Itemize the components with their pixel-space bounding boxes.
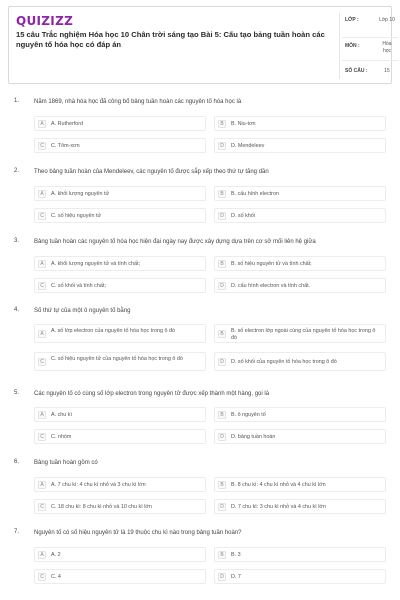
option-c[interactable] [34,352,206,371]
option-text: B. Niu-tơn [231,121,256,127]
option-text: A. chu kì [51,412,72,418]
option-letter: A [38,260,46,268]
question-number: 4. [14,307,20,313]
question-number: 5. [14,390,20,396]
question-text: Số thứ tự của một ô nguyên tố bằng [34,308,131,314]
option-text: C. số khối và tính chất; [51,283,106,289]
option-d[interactable] [214,499,386,514]
option-a[interactable] [34,186,206,201]
option-letter: C [38,433,46,441]
option-b[interactable] [214,407,386,422]
option-d[interactable] [214,429,386,444]
question-number: 2. [14,168,20,174]
option-text: D. bảng tuần hoàn [231,434,276,440]
option-text: B. 8 chu kì: 4 chu kì nhỏ và 4 chu kì lớn [231,482,326,488]
option-text: C. số hiệu nguyên tử của nguyên tố hóa học trong ô đó [51,356,183,362]
option-letter: D [218,282,226,290]
question-text: Nguyên tố có số hiệu nguyên tử là 19 thuộc chu kì nào trong bảng tuần hoàn? [34,530,242,536]
option-d[interactable] [214,352,386,371]
option-a[interactable] [34,324,206,343]
option-letter: C [38,282,46,290]
option-text: C. Tôm-xơn [51,143,80,149]
option-text: B. cấu hình electron [231,191,279,197]
option-text: A. số lớp electron của nguyên tố hóa học trong ô đó [51,328,176,334]
option-text: D. cấu hình electron và tính chất. [231,283,311,289]
option-text: C. 18 chu kì: 8 chu kì nhỏ và 10 chu kì lớn [51,504,152,510]
option-letter: C [38,503,46,511]
option-c[interactable] [34,569,206,584]
option-a[interactable] [34,547,206,562]
question-text: Theo bảng tuần hoàn của Mendeleev, các nguyên tố được sắp xếp theo thứ tự tăng dần [34,169,269,175]
option-letter: B [218,330,226,338]
count-label: SỐ CÂU : [345,68,368,74]
option-text: C. 4 [51,574,61,580]
option-text: B. số electron lớp ngoài cùng của nguyên tố hóa học trong ô đó [231,328,376,341]
option-letter: C [38,212,46,220]
option-d[interactable] [214,569,386,584]
subject-label: MÔN : [345,43,360,49]
option-text: A. 2 [51,552,61,558]
option-a[interactable] [34,407,206,422]
question-text: Năm 1869, nhà hóa học đã công bố bảng tuần hoàn các nguyên tố hóa học là [34,99,242,105]
option-letter: B [218,190,226,198]
option-text: D. số khối của nguyên tố hóa học trong ô đó [231,359,337,365]
option-text: A. khối lượng nguyên tử [51,191,110,197]
option-letter: B [218,481,226,489]
question-number: 7. [14,529,20,535]
option-a[interactable] [34,116,206,131]
question-number: 3. [14,238,20,244]
option-b[interactable] [214,186,386,201]
option-text: D. 7 chu kì: 3 chu kì nhỏ và 4 chu kì lớn [231,504,326,510]
meta-separator [342,37,398,38]
option-b[interactable] [214,547,386,562]
option-letter: A [38,411,46,419]
count-value: 15 [384,68,390,74]
option-c[interactable] [34,208,206,223]
option-b[interactable] [214,477,386,492]
option-letter: A [38,551,46,559]
option-d[interactable] [214,138,386,153]
option-letter: C [38,573,46,581]
option-b[interactable] [214,256,386,271]
option-text: D. số khối [231,213,255,219]
option-text: A. Rutherford [51,121,84,127]
option-letter: B [218,411,226,419]
option-text: B. 3 [231,552,241,558]
option-letter: C [38,142,46,150]
option-letter: A [38,330,46,338]
option-text: C. nhóm [51,434,72,440]
option-letter: C [38,358,46,366]
option-a[interactable] [34,477,206,492]
option-d[interactable] [214,278,386,293]
worksheet-title: 15 câu Trắc nghiệm Hóa học 10 Chân trời sáng tạo Bài 5: Cấu tạo bảng tuần hoàn các nguyên tố hóa học có đáp án [16,30,325,49]
option-b[interactable] [214,324,386,343]
option-letter: B [218,260,226,268]
option-letter: A [38,190,46,198]
option-a[interactable] [34,256,206,271]
meta-separator [342,60,398,61]
subject-value: Hóa học [382,41,392,54]
option-letter: D [218,212,226,220]
class-label: LỚP : [345,17,359,23]
option-letter: D [218,142,226,150]
worksheet-header [8,6,395,84]
option-letter: A [38,120,46,128]
option-text: B. ô nguyên tố [231,412,266,418]
option-letter: D [218,358,226,366]
question-text: Bảng tuần hoàn gồm có [34,460,98,466]
option-letter: D [218,503,226,511]
option-c[interactable] [34,499,206,514]
question-number: 6. [14,459,20,465]
option-text: A. khối lượng nguyên tử và tính chất; [51,261,140,267]
option-d[interactable] [214,208,386,223]
option-c[interactable] [34,278,206,293]
option-b[interactable] [214,116,386,131]
option-text: A. 7 chu kì: 4 chu kì nhỏ và 3 chu kì lớn [51,482,146,488]
option-c[interactable] [34,429,206,444]
quizizz-logo: QUIZIZZ [16,14,74,28]
option-text: B. số hiệu nguyên tử và tính chất; [231,261,312,267]
question-text: Các nguyên tố có cùng số lớp electron trong nguyên tử được xếp thành một hàng, gọi là [34,391,270,397]
option-letter: D [218,433,226,441]
class-value: Lớp 10 [379,17,395,23]
option-letter: D [218,573,226,581]
option-letter: B [218,551,226,559]
option-c[interactable] [34,138,206,153]
option-text: D. Mendeleev [231,143,265,149]
question-number: 1. [14,98,20,104]
option-letter: B [218,120,226,128]
meta-divider [339,13,340,79]
option-text: C. số hiệu nguyên tử [51,213,102,219]
question-text: Bảng tuần hoàn các nguyên tố hóa học hiện đại ngày nay được xây dựng dựa trên cơ sở mối liên hệ giữa [34,239,316,245]
option-text: D. 7 [231,574,241,580]
option-letter: A [38,481,46,489]
